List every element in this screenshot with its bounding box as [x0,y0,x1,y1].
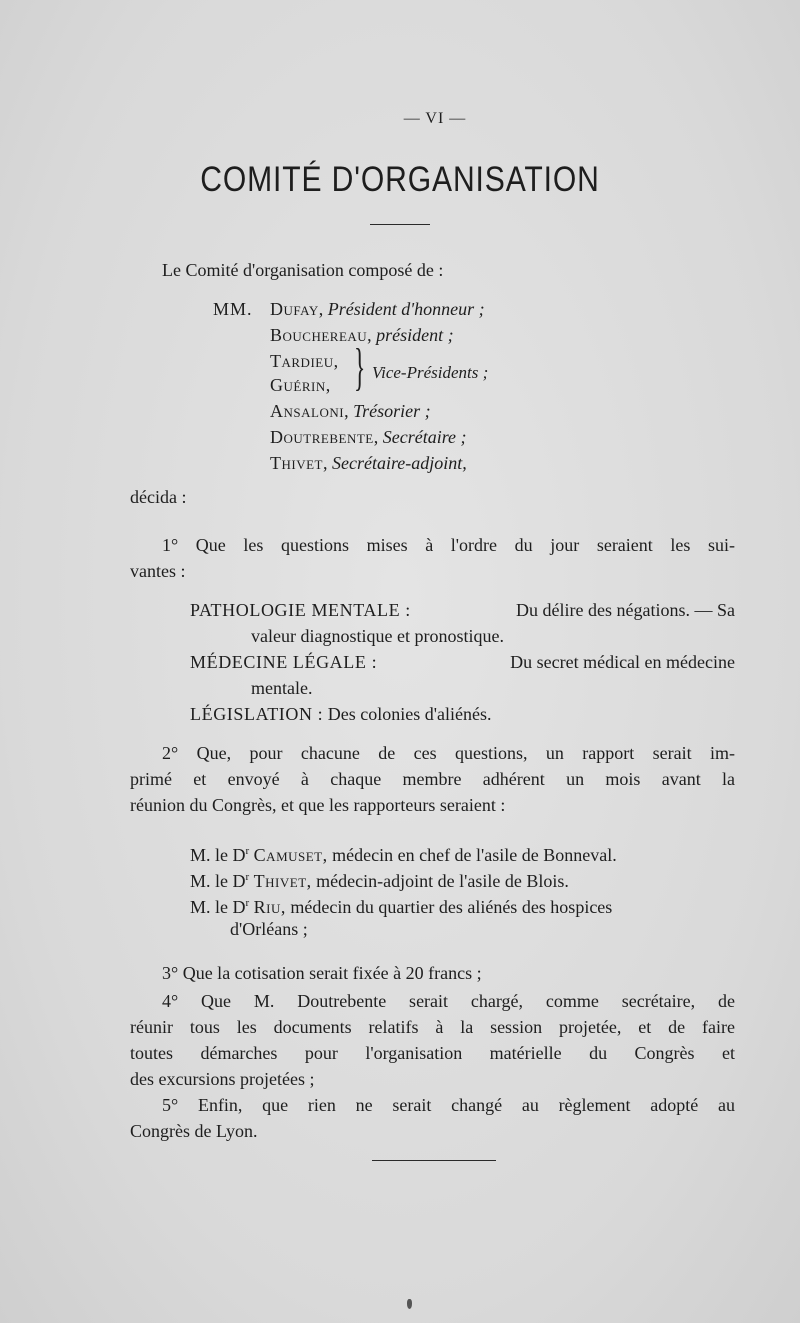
topic-line [190,597,735,623]
item-5-line: Congrès de Lyon. [130,1121,258,1141]
topic-line [190,701,492,727]
rapporteur-name: Thivet, [253,871,312,891]
topic-continuation: valeur diagnostique et pronostique. [251,626,504,646]
member-role: Secrétaire-adjoint, [331,453,467,473]
brace-right: } [354,339,366,396]
end-divider [372,1160,496,1161]
rapporteur-name: Riu, [253,897,286,917]
committee-member: Doutrebente, Secrétaire ; [270,427,467,447]
item-1-line: vantes : [130,561,186,581]
topic-label: MÉDECINE LÉGALE : [190,652,378,672]
member-name: Dufay [270,299,319,319]
topic-line [190,649,735,675]
rapporteur-continuation: d'Orléans ; [230,919,308,939]
topic-label: LÉGISLATION : [190,704,324,724]
rapporteur-sup: r [245,845,250,857]
item-5-line: 5° Enfin, que rien ne serait changé au règlement adopté au [162,1095,735,1115]
topic-continuation: mentale. [251,678,313,698]
item-1-line: 1° Que les questions mises à l'ordre du jour seraient les sui- [162,535,735,555]
topic-text: Du délire des négations. — Sa [516,600,735,620]
rapporteur-prefix: M. le D [190,897,246,917]
member-role: président ; [376,325,454,345]
title-divider [370,224,430,225]
rapporteur-text: médecin en chef de l'asile de Bonneval. [332,845,617,865]
item-2-line: primé et envoyé à chaque membre adhérent un mois avant la [130,769,735,789]
ink-spot [407,1299,412,1309]
topic-label: PATHOLOGIE MENTALE : [190,600,411,620]
rapporteur-sup: r [245,871,250,883]
vice-president-name: Tardieu, [270,351,339,371]
item-4-line: des excursions projetées ; [130,1069,315,1089]
item-2-line: réunion du Congrès, et que les rapporteurs seraient : [130,795,506,815]
page-number: — VI — [403,110,467,127]
member-name: Bouchereau [270,325,368,345]
intro-text: Le Comité d'organisation composé de : [162,260,444,280]
member-name: Ansaloni [270,401,345,421]
topic-text: Du secret médical en médecine [510,652,735,672]
item-2-line: 2° Que, pour chacune de ces questions, un rapport serait im- [162,743,735,763]
committee-member: Thivet, Secrétaire-adjoint, [270,453,467,473]
rapporteur-name: Camuset, [253,845,328,865]
page-title: COMITÉ D'ORGANISATION [200,160,600,199]
member-role: Secrétaire ; [382,427,467,447]
committee-member: Ansaloni, Trésorier ; [270,401,431,421]
committee-prefix: MM. [213,299,253,319]
member-role: Président d'honneur ; [327,299,485,319]
member-name: Doutrebente [270,427,374,447]
item-4-line: réunir tous les documents relatifs à la session projetée, et de faire [130,1017,735,1037]
decided-text: décida : [130,487,187,507]
member-role: Trésorier ; [353,401,431,421]
rapporteur-prefix: M. le D [190,845,246,865]
rapporteur-text: médecin du quartier des aliénés des hospices [290,897,613,917]
committee-member: Bouchereau, président ; [270,325,454,345]
vice-role: Vice-Présidents ; [372,363,489,382]
item-3-line: 3° Que la cotisation serait fixée à 20 francs ; [162,963,482,983]
vice-president-name: Guérin, [270,375,331,395]
topic-text: Des colonies d'aliénés. [327,704,492,724]
rapporteur-prefix: M. le D [190,871,246,891]
rapporteur-text: médecin-adjoint de l'asile de Blois. [316,871,569,891]
rapporteur-sup: r [245,897,250,909]
item-4-line: toutes démarches pour l'organisation matérielle du Congrès et [130,1043,735,1063]
committee-member: Dufay, Président d'honneur ; [270,299,485,319]
member-name: Thivet [270,453,323,473]
item-4-line: 4° Que M. Doutrebente serait chargé, comme secrétaire, de [162,991,735,1011]
